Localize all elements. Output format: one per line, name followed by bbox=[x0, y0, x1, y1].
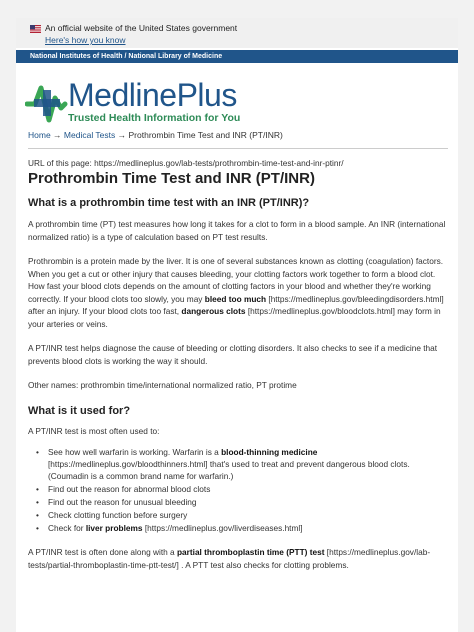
text-segment: Check for bbox=[48, 523, 86, 533]
paragraph-ptt bbox=[28, 546, 448, 571]
bleed-too-much-link[interactable]: bleed too much bbox=[204, 293, 267, 304]
divider bbox=[28, 148, 448, 149]
liver-problems-link[interactable]: liver problems bbox=[85, 523, 143, 533]
section-heading-what-is: What is a prothrombin time test with an INR (PT/INR)? bbox=[28, 197, 310, 209]
document-page bbox=[16, 18, 458, 632]
text-segment: [https://medlineplus.gov/bloodthinners.html] that's used to treat and prevent dangerous blood clots. (Coumadin is a common brand name for warfarin.) bbox=[48, 459, 410, 481]
brand-name[interactable]: MedlinePlus bbox=[68, 77, 237, 113]
ptt-test-link[interactable]: partial thromboplastin time (PTT) test bbox=[176, 547, 325, 557]
bullet-icon: • bbox=[36, 510, 39, 520]
page-title: Prothrombin Time Test and INR (PT/INR) bbox=[28, 170, 315, 187]
dangerous-clots-link[interactable]: dangerous clots bbox=[181, 306, 246, 316]
text-segment: Check clotting function before surgery bbox=[48, 510, 188, 520]
breadcrumb-medical-tests[interactable]: Medical Tests bbox=[63, 130, 116, 140]
paragraph-other-names: Other names: prothrombin time/international normalized ratio, PT protime bbox=[28, 380, 297, 390]
breadcrumb bbox=[28, 130, 283, 141]
paragraph-used-to: A PT/INR test is most often used to: bbox=[28, 426, 160, 436]
text-segment: Find out the reason for abnormal blood clots bbox=[48, 484, 211, 494]
nih-bar bbox=[16, 50, 458, 63]
us-flag-icon bbox=[30, 25, 41, 33]
blood-thinning-medicine-link[interactable]: blood-thinning medicine bbox=[221, 447, 318, 457]
uses-list bbox=[28, 446, 448, 535]
bullet-icon: • bbox=[36, 497, 39, 507]
text-segment: A PT/INR test is often done along with a bbox=[28, 547, 177, 557]
text-segment: [https://medlineplus.gov/lab-tests/partial-thromboplastin-time-ptt-test/] . A PTT test also checks for clotting problems. bbox=[28, 547, 431, 570]
text-segment: [https://medlineplus.gov/liverdiseases.html] bbox=[142, 523, 303, 533]
list-item bbox=[28, 483, 448, 495]
heres-how-you-know-link[interactable]: Here's how you know bbox=[45, 35, 126, 45]
bullet-icon: • bbox=[36, 447, 39, 457]
list-item bbox=[28, 446, 448, 482]
bullet-icon: • bbox=[36, 484, 39, 494]
gov-banner-text: An official website of the United States government bbox=[45, 23, 238, 33]
page-url: URL of this page: https://medlineplus.gov/lab-tests/prothrombin-time-test-and-inr-ptinr/ bbox=[28, 158, 344, 168]
gov-banner bbox=[16, 18, 458, 48]
text-segment: [https://medlineplus.gov/bleedingdisorders.html] after an injury. If your blood clots too fast, bbox=[28, 293, 444, 316]
breadcrumb-current: Prothrombin Time Test and INR (PT/INR) bbox=[128, 130, 283, 140]
breadcrumb-home[interactable]: Home bbox=[28, 130, 51, 140]
paragraph-prothrombin bbox=[28, 255, 448, 330]
text-segment: Prothrombin is a protein made by the liver. It is one of several substances known as clotting (coagulation) factors. When you get a cut or other injury that causes bleeding, your clotting factors work together to form a blood clot. How fast your blood clots depends on the amount of clotting factors in your blood and whether they're working correctly. If your blood clots too slowly, you may bbox=[28, 256, 444, 304]
text-segment: [https://medlineplus.gov/bloodclots.html] may form in your arteries or veins. bbox=[28, 306, 441, 329]
bullet-icon: • bbox=[36, 523, 39, 533]
brand-tagline: Trusted Health Information for You bbox=[68, 112, 241, 124]
paragraph-intro: A prothrombin time (PT) test measures how long it takes for a clot to form in a blood sample. An INR (international normalized ratio) is a type of calculation based on PT test results. bbox=[28, 219, 446, 242]
text-segment: Find out the reason for unusual bleeding bbox=[48, 497, 197, 507]
breadcrumb-separator: → bbox=[115, 130, 129, 140]
nih-bar-text: National Institutes of Health / National Library of Medicine bbox=[30, 53, 223, 60]
breadcrumb-separator: → bbox=[50, 130, 64, 140]
list-item bbox=[28, 522, 448, 534]
section-heading-used-for: What is it used for? bbox=[28, 405, 131, 417]
list-item bbox=[28, 509, 448, 521]
paragraph-diagnose: A PT/INR test helps diagnose the cause of bleeding or clotting disorders. It also checks to see if a medicine that prevents blood clots is working the way it should. bbox=[28, 343, 438, 366]
text-segment: See how well warfarin is working. Warfarin is a bbox=[48, 447, 222, 457]
list-item bbox=[28, 496, 448, 508]
